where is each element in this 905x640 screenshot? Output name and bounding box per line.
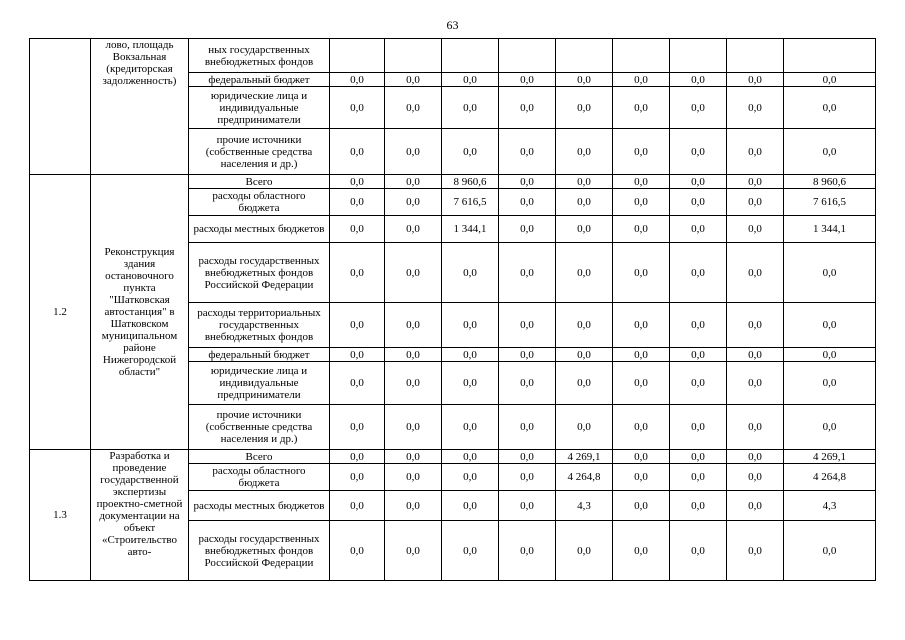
value-cell: 0,0 — [385, 348, 442, 362]
value-cell: 4 264,8 — [556, 464, 613, 491]
value-cell — [385, 39, 442, 73]
value-cell — [556, 39, 613, 73]
funding-source: прочие источники (собственные средства населения и др.) — [189, 129, 330, 175]
value-cell: 0,0 — [442, 243, 499, 303]
value-cell: 0,0 — [499, 73, 556, 87]
value-cell: 0,0 — [499, 87, 556, 129]
value-cell: 0,0 — [385, 216, 442, 243]
value-cell: 0,0 — [499, 129, 556, 175]
value-cell: 7 616,5 — [442, 189, 499, 216]
value-cell: 0,0 — [613, 243, 670, 303]
value-cell: 0,0 — [499, 450, 556, 464]
value-cell: 0,0 — [385, 450, 442, 464]
value-cell: 0,0 — [727, 450, 784, 464]
value-cell: 0,0 — [499, 243, 556, 303]
value-cell: 0,0 — [613, 450, 670, 464]
value-cell: 0,0 — [385, 405, 442, 450]
value-cell: 0,0 — [556, 521, 613, 581]
value-cell: 0,0 — [670, 521, 727, 581]
value-cell: 0,0 — [385, 464, 442, 491]
value-cell: 0,0 — [670, 491, 727, 521]
value-cell: 0,0 — [727, 243, 784, 303]
value-cell: 0,0 — [727, 87, 784, 129]
value-cell: 0,0 — [727, 175, 784, 189]
value-cell: 8 960,6 — [442, 175, 499, 189]
funding-source: юридические лица и индивидуальные предприниматели — [189, 362, 330, 405]
value-cell: 0,0 — [727, 129, 784, 175]
value-cell — [613, 39, 670, 73]
value-cell: 0,0 — [330, 348, 385, 362]
value-cell: 0,0 — [613, 464, 670, 491]
value-cell: 0,0 — [613, 189, 670, 216]
value-cell: 0,0 — [442, 129, 499, 175]
funding-source: ных государственных внебюджетных фондов — [189, 39, 330, 73]
value-cell: 0,0 — [670, 175, 727, 189]
value-cell: 4 269,1 — [784, 450, 876, 464]
value-cell: 0,0 — [613, 348, 670, 362]
value-cell: 0,0 — [556, 243, 613, 303]
value-cell: 0,0 — [670, 405, 727, 450]
value-cell: 0,0 — [727, 521, 784, 581]
value-cell: 0,0 — [442, 405, 499, 450]
funding-source: прочие источники (собственные средства населения и др.) — [189, 405, 330, 450]
value-cell: 0,0 — [613, 129, 670, 175]
value-cell: 0,0 — [670, 243, 727, 303]
value-cell: 0,0 — [330, 521, 385, 581]
value-cell: 0,0 — [442, 73, 499, 87]
funding-source: федеральный бюджет — [189, 73, 330, 87]
value-cell: 0,0 — [727, 189, 784, 216]
value-cell: 0,0 — [442, 491, 499, 521]
value-cell: 0,0 — [784, 521, 876, 581]
value-cell: 0,0 — [330, 243, 385, 303]
section-code — [30, 39, 91, 175]
value-cell: 0,0 — [385, 189, 442, 216]
value-cell: 8 960,6 — [784, 175, 876, 189]
value-cell: 0,0 — [442, 362, 499, 405]
value-cell: 0,0 — [330, 73, 385, 87]
value-cell: 0,0 — [499, 348, 556, 362]
value-cell — [727, 39, 784, 73]
value-cell: 0,0 — [727, 362, 784, 405]
value-cell: 0,0 — [670, 189, 727, 216]
value-cell: 0,0 — [613, 87, 670, 129]
value-cell: 0,0 — [499, 303, 556, 348]
value-cell: 0,0 — [442, 521, 499, 581]
funding-source: расходы местных бюджетов — [189, 216, 330, 243]
value-cell: 0,0 — [330, 405, 385, 450]
value-cell: 0,0 — [385, 87, 442, 129]
value-cell: 0,0 — [330, 189, 385, 216]
funding-source: федеральный бюджет — [189, 348, 330, 362]
value-cell: 0,0 — [556, 405, 613, 450]
value-cell: 0,0 — [556, 189, 613, 216]
funding-source: расходы местных бюджетов — [189, 491, 330, 521]
value-cell: 7 616,5 — [784, 189, 876, 216]
value-cell: 0,0 — [613, 362, 670, 405]
value-cell — [784, 39, 876, 73]
value-cell: 0,0 — [784, 243, 876, 303]
funding-source: Всего — [189, 450, 330, 464]
value-cell: 0,0 — [442, 450, 499, 464]
value-cell: 0,0 — [784, 129, 876, 175]
value-cell: 0,0 — [613, 175, 670, 189]
value-cell: 0,0 — [670, 464, 727, 491]
value-cell — [330, 39, 385, 73]
table-row — [30, 39, 876, 73]
value-cell: 0,0 — [330, 175, 385, 189]
value-cell: 1 344,1 — [442, 216, 499, 243]
value-cell: 0,0 — [499, 491, 556, 521]
value-cell: 0,0 — [556, 216, 613, 243]
value-cell: 0,0 — [499, 464, 556, 491]
value-cell: 0,0 — [613, 303, 670, 348]
value-cell: 0,0 — [613, 73, 670, 87]
value-cell: 0,0 — [670, 450, 727, 464]
funding-source: юридические лица и индивидуальные предприниматели — [189, 87, 330, 129]
value-cell: 0,0 — [442, 303, 499, 348]
value-cell: 0,0 — [442, 348, 499, 362]
page-number: 63 — [446, 18, 459, 32]
value-cell: 0,0 — [556, 362, 613, 405]
value-cell: 4,3 — [556, 491, 613, 521]
value-cell: 4 269,1 — [556, 450, 613, 464]
value-cell: 0,0 — [784, 405, 876, 450]
value-cell: 0,0 — [499, 216, 556, 243]
value-cell — [670, 39, 727, 73]
value-cell: 0,0 — [670, 129, 727, 175]
funding-source: Всего — [189, 175, 330, 189]
value-cell: 0,0 — [385, 175, 442, 189]
value-cell: 0,0 — [784, 362, 876, 405]
value-cell: 0,0 — [556, 175, 613, 189]
section-code: 1.2 — [30, 175, 91, 450]
value-cell: 0,0 — [499, 189, 556, 216]
funding-source: расходы территориальных государственных внебюджетных фондов — [189, 303, 330, 348]
value-cell: 0,0 — [385, 73, 442, 87]
value-cell: 0,0 — [330, 129, 385, 175]
funding-source: расходы государственных внебюджетных фондов Российской Федерации — [189, 243, 330, 303]
value-cell — [499, 39, 556, 73]
value-cell: 0,0 — [670, 362, 727, 405]
value-cell: 0,0 — [556, 87, 613, 129]
value-cell: 0,0 — [385, 303, 442, 348]
funding-source: расходы областного бюджета — [189, 189, 330, 216]
section-title: лово, площадь Вокзальная (кредиторская задолженность) — [91, 39, 189, 175]
value-cell — [442, 39, 499, 73]
table-row — [30, 450, 876, 464]
value-cell: 0,0 — [670, 303, 727, 348]
value-cell: 0,0 — [385, 521, 442, 581]
value-cell: 0,0 — [784, 73, 876, 87]
value-cell: 4,3 — [784, 491, 876, 521]
value-cell: 0,0 — [499, 175, 556, 189]
value-cell: 0,0 — [556, 303, 613, 348]
value-cell: 0,0 — [727, 405, 784, 450]
table-row — [30, 175, 876, 189]
value-cell: 0,0 — [727, 216, 784, 243]
value-cell: 4 264,8 — [784, 464, 876, 491]
value-cell: 0,0 — [670, 348, 727, 362]
value-cell: 0,0 — [330, 362, 385, 405]
value-cell: 0,0 — [442, 464, 499, 491]
value-cell: 0,0 — [330, 464, 385, 491]
value-cell: 0,0 — [727, 303, 784, 348]
value-cell: 0,0 — [613, 405, 670, 450]
value-cell: 0,0 — [784, 348, 876, 362]
value-cell: 0,0 — [385, 243, 442, 303]
value-cell: 0,0 — [556, 129, 613, 175]
value-cell: 0,0 — [784, 303, 876, 348]
value-cell: 0,0 — [670, 73, 727, 87]
section-title: Реконструкция здания остановочного пункта "Шатковская автостанция" в Шатковском муниципальном районе Нижегородской области" — [91, 175, 189, 450]
value-cell: 0,0 — [670, 87, 727, 129]
value-cell: 0,0 — [330, 450, 385, 464]
value-cell: 0,0 — [556, 73, 613, 87]
value-cell: 0,0 — [330, 216, 385, 243]
budget-table — [29, 38, 876, 581]
value-cell: 0,0 — [727, 491, 784, 521]
value-cell: 0,0 — [442, 87, 499, 129]
value-cell: 0,0 — [613, 491, 670, 521]
value-cell: 0,0 — [330, 87, 385, 129]
value-cell: 0,0 — [499, 362, 556, 405]
value-cell: 0,0 — [385, 129, 442, 175]
value-cell: 0,0 — [613, 216, 670, 243]
funding-source: расходы государственных внебюджетных фондов Российской Федерации — [189, 521, 330, 581]
value-cell: 0,0 — [670, 216, 727, 243]
value-cell: 0,0 — [556, 348, 613, 362]
value-cell: 0,0 — [330, 491, 385, 521]
value-cell: 0,0 — [727, 73, 784, 87]
value-cell: 0,0 — [784, 87, 876, 129]
value-cell: 0,0 — [385, 362, 442, 405]
value-cell: 0,0 — [727, 464, 784, 491]
funding-source: расходы областного бюджета — [189, 464, 330, 491]
value-cell: 0,0 — [613, 521, 670, 581]
value-cell: 0,0 — [385, 491, 442, 521]
value-cell: 0,0 — [330, 303, 385, 348]
section-title: Разработка и проведение государственной экспертизы проектно-сметной документации на объект «Строительство авто- — [91, 450, 189, 581]
section-code: 1.3 — [30, 450, 91, 581]
value-cell: 0,0 — [727, 348, 784, 362]
value-cell: 1 344,1 — [784, 216, 876, 243]
value-cell: 0,0 — [499, 405, 556, 450]
value-cell: 0,0 — [499, 521, 556, 581]
